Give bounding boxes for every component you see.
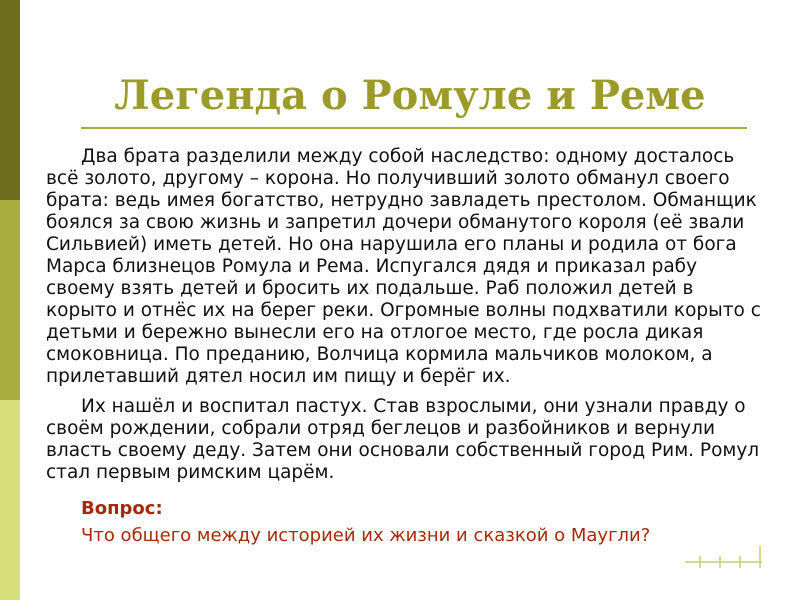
story-paragraph-2: Их нашёл и воспитал пастух. Став взрослыми, они узнали правду о своём рождении, собрали отряд беглецов и разбойников и вернули власть своему деду. Затем они основали собственный город Рим. Ромул стал первым римским царём. — [46, 396, 760, 483]
story-body — [46, 146, 766, 484]
question-label: Вопрос: — [81, 498, 163, 519]
question-text: Что общего между историей их жизни и сказкой о Маугли? — [81, 525, 651, 546]
story-paragraph-1: Два брата разделили между собой наследство: одному досталось всё золото, другому – корона. Но получивший золото обманул своего брата: ведь имея богатство, нетрудно завладеть престолом. Обманщик боялся за свою жизнь и запретил дочери обманутого короля (её звали Сильвией) иметь детей. Но она нарушила его планы и родила от бога Марса близнецов Ромула и Рема. Испугался дядя и приказал рабу своему взять детей и бросить их подальше. Раб положил детей в корыто и отнёс их на берег реки. Огромные волны подхватили корыто с детьми и бережно вынесли его на отлогое место, где росла дикая смоковница. По преданию, Волчица кормила мальчиков молоком, а прилетавший дятел носил им пищу и берёг их. — [46, 146, 761, 387]
sidebar-stripe-light — [0, 400, 20, 600]
sidebar-stripe-dark — [0, 0, 20, 200]
sidebar-stripe-mid — [0, 200, 20, 400]
decorative-corner-lines-icon — [680, 540, 770, 570]
title-underline — [81, 127, 747, 129]
slide-title: Легенда о Ромуле и Реме — [114, 72, 706, 119]
